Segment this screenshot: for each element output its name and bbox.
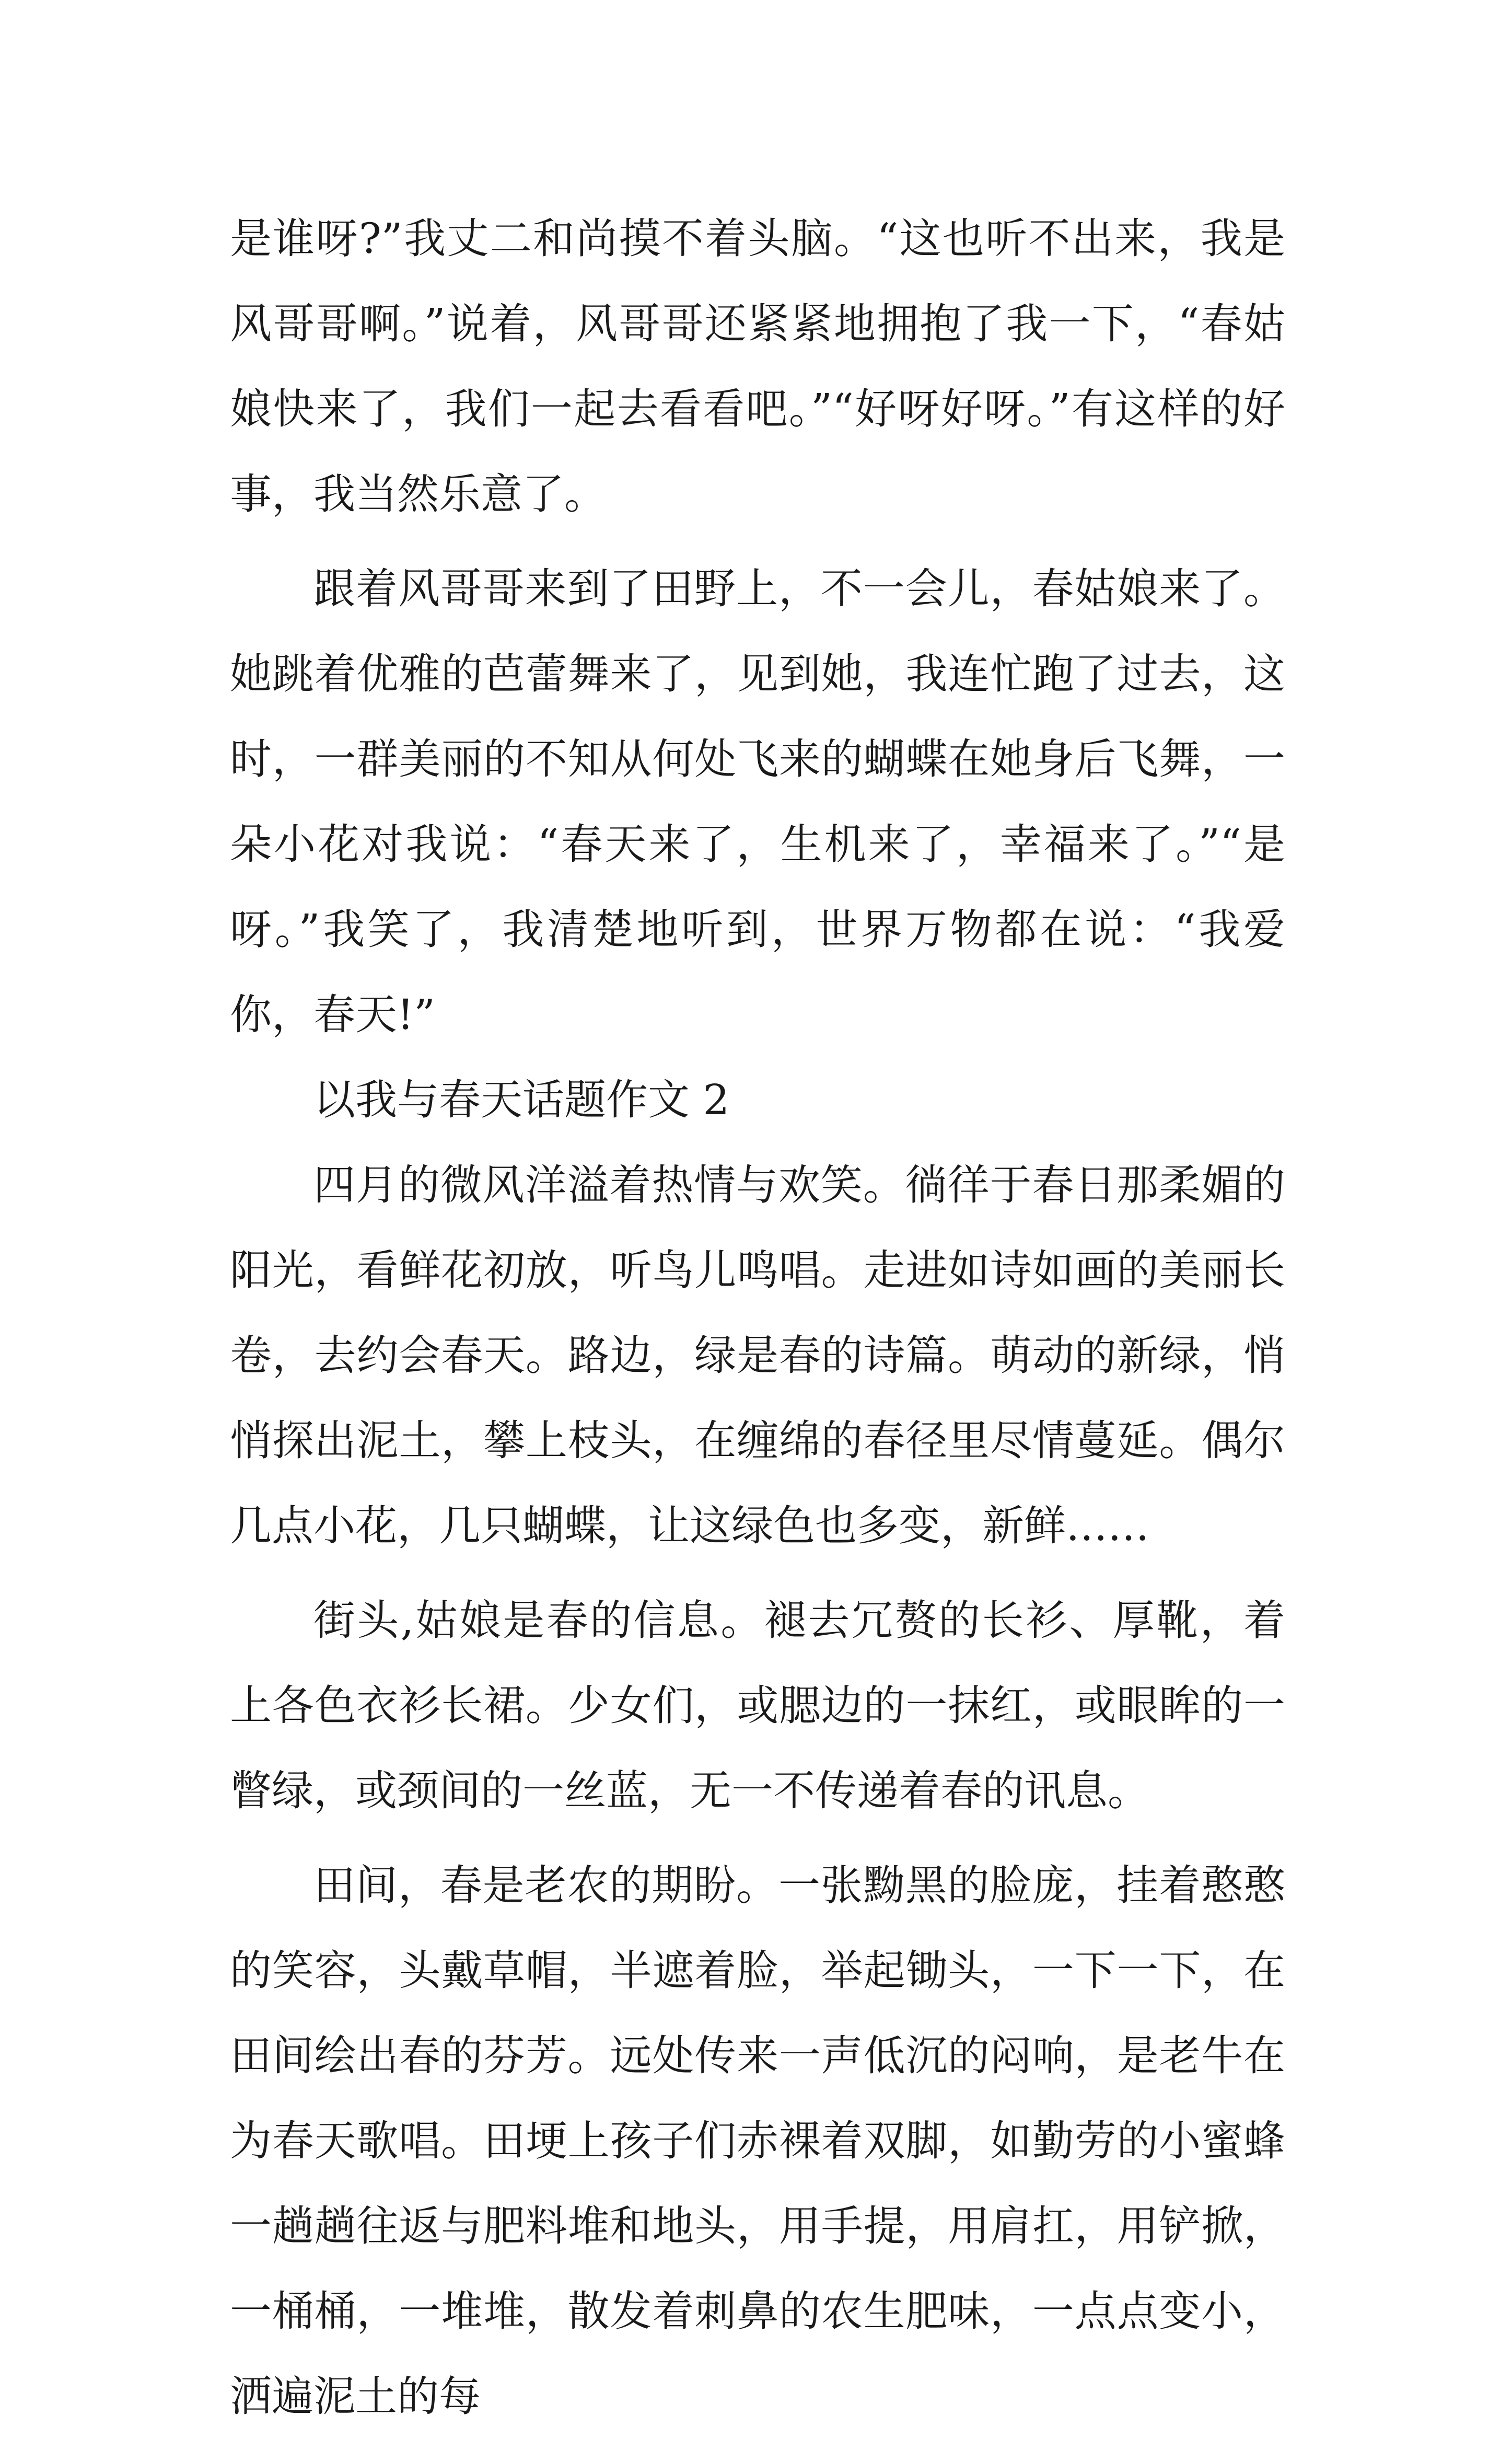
paragraph-field: 田间，春是老农的期盼。一张黝黑的脸庞，挂着憨憨的笑容，头戴草帽，半遮着脸，举起锄头，一下一下，在田间绘出春的芬芳。远处传来一声低沉的闷响，是老牛在为春天歌唱。田埂上孩子们赤裸着双脚，如勤劳的小蜜蜂一趟趟往返与肥料堆和地头，用手提，用肩扛，用铲掀，一桶桶，一堆堆，散发着刺鼻的农生肥味，一点点变小，洒遍泥土的每 (230, 1861, 1285, 2421)
paragraph-spring-girl: 跟着风哥哥来到了田野上，不一会儿，春姑娘来了。她跳着优雅的芭蕾舞来了，见到她，我连忙跑了过去，这时，一群美丽的不知从何处飞来的蝴蝶在她身后飞舞，一朵小花对我说：“春天来了，生机来了，幸福来了。”“是呀。”我笑了，我清楚地听到，世界万物都在说：“我爱你，春天!” (230, 564, 1285, 1039)
paragraph-continued: 是谁呀?”我丈二和尚摸不着头脑。“这也听不出来，我是风哥哥啊。”说着，风哥哥还紧紧地拥抱了我一下，“春姑娘快来了，我们一起去看看吧。”“好呀好呀。”有这样的好事，我当然乐意了。 (230, 214, 1285, 518)
paragraph-street: 街头,姑娘是春的信息。褪去冗赘的长衫、厚靴，着上各色衣衫长裙。少女们，或腮边的一抹红，或眼眸的一瞥绿，或颈间的一丝蓝，无一不传递着春的讯息。 (230, 1596, 1285, 1815)
essay-heading: 以我与春天话题作文 2 (313, 1076, 730, 1124)
paragraph-april-breeze: 四月的微风洋溢着热情与欢笑。徜徉于春日那柔媚的阳光，看鲜花初放，听鸟儿鸣唱。走进如诗如画的美丽长卷，去约会春天。路边，绿是春的诗篇。萌动的新绿，悄悄探出泥土，攀上枝头，在缠绵的春径里尽情蔓延。偶尔几点小花，几只蝴蝶，让这绿色也多变，新鲜…… (230, 1161, 1285, 1550)
document-body (230, 196, 1285, 2439)
